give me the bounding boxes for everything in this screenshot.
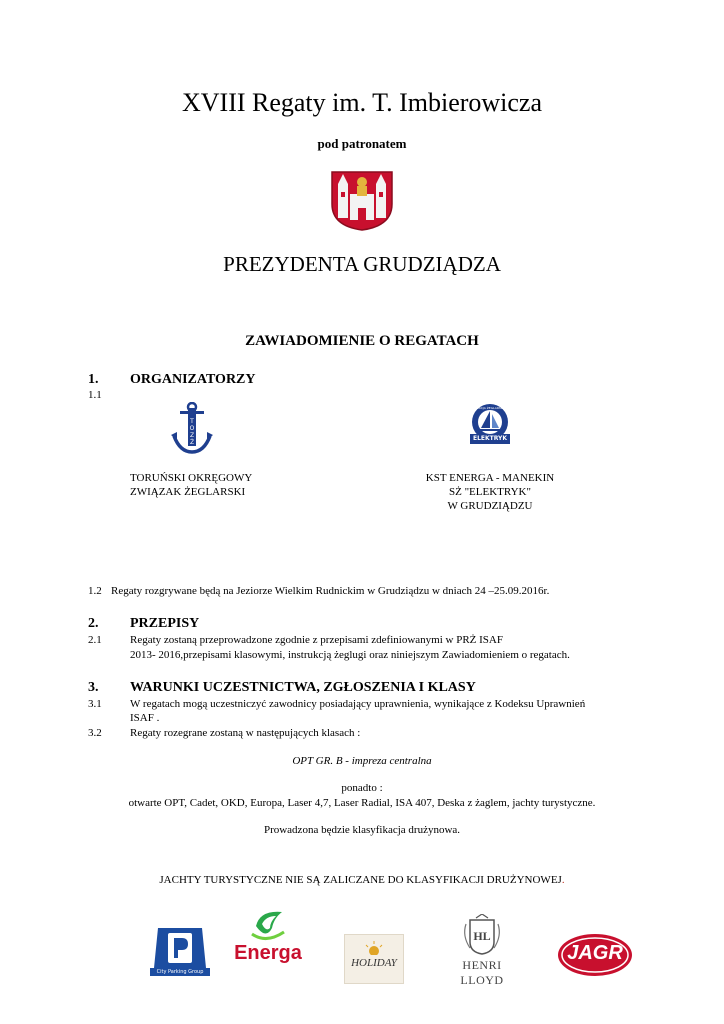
energa-leaf-icon: [230, 906, 306, 946]
section-3-title: WARUNKI UCZESTNICTWA, ZGŁOSZENIA I KLASY: [130, 680, 476, 695]
svg-text:Z: Z: [189, 432, 195, 439]
holiday-logo: [344, 934, 404, 984]
tourist-yachts-note: [0, 874, 724, 886]
holiday-logo-text: HOLIDAY: [351, 957, 397, 969]
document-title: XVIII Regaty im. T. Imbierowicza: [181, 88, 543, 117]
notice-heading: ZAWIADOMIENIE O REGATACH: [245, 333, 479, 349]
subsection-2-1-line-1: Regaty zostaną przeprowadzone zgodnie z przepisami zdefiniowanymi w PRŻ ISAF: [130, 634, 503, 646]
tozz-anchor-logo-icon: [170, 402, 214, 456]
organizer-1-line-1: TORUŃSKI OKRĘGOWY: [130, 472, 253, 484]
energa-logo-text: Energa: [234, 942, 302, 964]
henri-lloyd-logo-text: HENRI LLOYD: [460, 958, 504, 987]
parking-p-icon: [150, 924, 210, 970]
subsection-1-2-text: Regaty rozgrywane będą na Jeziorze Wielkim Rudnickim w Grudziądzu w dniach 24 –25.09.2016r.: [111, 585, 550, 597]
organizer-2-line-2: SŻ "ELEKTRYK": [448, 486, 531, 498]
elektryk-logo-top-text: SEKCJA ŻEGLARSKA: [475, 406, 505, 410]
section-1-number: 1.: [88, 372, 99, 387]
subsection-3-1-number: 3.1: [88, 698, 102, 710]
section-2-number: 2.: [88, 616, 99, 631]
tourist-yachts-note-text: JACHTY TURYSTYCZNE NIE SĄ ZALICZANE DO KLASYFIKACJI DRUŻYNOWEJ: [159, 874, 562, 886]
section-1-title: ORGANIZATORZY: [130, 372, 256, 387]
patronage-label: pod patronatem: [317, 136, 407, 151]
president-label: PREZYDENTA GRUDZIĄDZA: [223, 252, 501, 276]
section-3-number: 3.: [88, 680, 99, 695]
grudziadz-coat-of-arms-icon: [330, 168, 394, 232]
subsection-2-1-line-2: 2013- 2016,przepisami klasowymi, instrukcją żeglugi oraz niniejszym Zawiadomieniem o regatach.: [130, 649, 570, 661]
besides-label: ponadto :: [341, 782, 383, 794]
organizer-1-line-2: ZWIĄZAK ŻEGLARSKI: [130, 486, 246, 498]
subsection-1-1-number: 1.1: [88, 389, 102, 401]
henri-lloyd-monogram: HL: [473, 929, 491, 943]
open-classes-list: otwarte OPT, Cadet, OKD, Europa, Laser 4,7, Laser Radial, ISA 407, Deska z żaglem, jachty turystyczne.: [128, 797, 596, 809]
city-parking-group-label: City Parking Group: [150, 968, 210, 976]
elektryk-logo-bottom-text: ELEKTRYK: [472, 435, 508, 442]
svg-text:T: T: [190, 418, 194, 425]
henri-lloyd-logo: [440, 914, 524, 987]
tourist-yachts-note-dot: .: [561, 874, 565, 886]
jagr-logo: [556, 932, 634, 978]
svg-text:O: O: [189, 425, 195, 432]
subsection-1-2-number: 1.2: [88, 585, 102, 597]
subsection-3-1-line-1: W regatach mogą uczestniczyć zawodnicy posiadający uprawnienia, wynikające z Kodeksu Uprawnień: [130, 698, 586, 710]
energa-logo: [230, 906, 306, 972]
organizer-2-line-1: KST ENERGA - MANEKIN: [425, 472, 555, 484]
subsection-2-1-number: 2.1: [88, 634, 102, 646]
elektryk-sailing-logo-icon: [466, 402, 514, 446]
jagr-logo-text: JAGR: [567, 942, 623, 964]
section-2-title: PRZEPISY: [130, 616, 200, 631]
city-parking-group-logo: [150, 924, 210, 980]
subsection-3-2-number: 3.2: [88, 727, 102, 739]
organizer-2-line-3: W GRUDZIĄDZU: [447, 500, 533, 512]
central-event-class: OPT GR. B - impreza centralna: [292, 755, 432, 767]
subsection-3-2-text: Regaty rozegrane zostaną w następujących klasach :: [130, 727, 361, 739]
svg-text:Ż: Ż: [189, 439, 195, 446]
subsection-3-1-line-2: ISAF .: [130, 712, 160, 724]
holiday-sun-icon: [345, 935, 403, 955]
team-classification-note: Prowadzona będzie klasyfikacja drużynowa.: [263, 824, 461, 836]
